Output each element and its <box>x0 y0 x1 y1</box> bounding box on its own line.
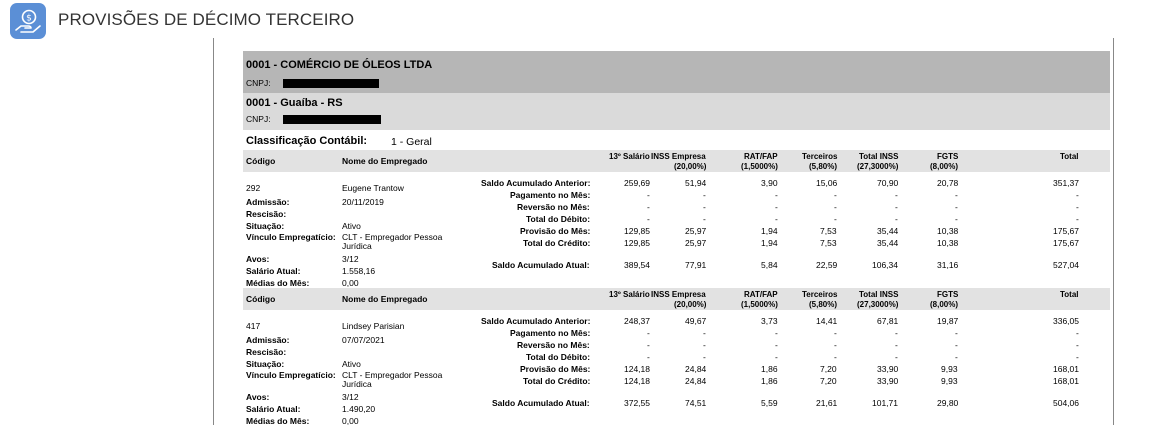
company-cnpj-label: CNPJ: <box>246 78 271 88</box>
value-cell: 35,44 <box>877 226 899 236</box>
row-label: Pagamento no Mês: <box>510 328 591 338</box>
label-rescisao: Rescisão: <box>246 209 287 219</box>
value-cell: 19,87 <box>937 316 959 326</box>
employee-code: 417 <box>246 321 261 331</box>
value-cell: 168,01 <box>1053 364 1079 374</box>
value-cell: - <box>775 328 778 338</box>
value-cell: 15,06 <box>816 178 838 188</box>
row-label: Reversão no Mês: <box>517 202 590 212</box>
value-cell: 9,93 <box>941 376 958 386</box>
row-label: Saldo Acumulado Anterior: <box>481 316 591 326</box>
col-header-terceiros: Terceiros <box>802 152 838 161</box>
value-cell: - <box>703 202 706 212</box>
col-header-total-inss-rate: (27,3000%) <box>857 300 899 309</box>
value-cell: 33,90 <box>877 364 899 374</box>
value-vinculo-cont: Jurídica <box>342 241 372 251</box>
value-cell: 3,73 <box>761 316 778 326</box>
value-cell: - <box>834 340 837 350</box>
employee-name: Lindsey Parisian <box>342 321 405 331</box>
redacted-cnpj <box>283 115 381 124</box>
col-header-rat-fap-rate: (1,5000%) <box>741 162 778 171</box>
col-header-fgts: FGTS <box>937 152 959 161</box>
value-cell: 175,67 <box>1053 226 1079 236</box>
value-cell: 1,86 <box>761 364 778 374</box>
row-label: Provisão do Mês: <box>520 226 591 236</box>
value-cell: 106,34 <box>872 260 898 270</box>
value-cell: 504,06 <box>1053 398 1079 408</box>
label-salario: Salário Atual: <box>246 404 301 414</box>
value-cell: - <box>955 340 958 350</box>
value-cell: - <box>703 328 706 338</box>
col-header-total-inss-rate: (27,3000%) <box>857 162 899 171</box>
value-cell: - <box>834 328 837 338</box>
row-label: Pagamento no Mês: <box>510 190 591 200</box>
col-header-terceiros-rate: (5,80%) <box>809 162 838 171</box>
value-cell: 22,59 <box>816 260 838 270</box>
value-cell: - <box>1076 328 1079 338</box>
value-cell: 25,97 <box>685 226 707 236</box>
row-label: Total do Crédito: <box>523 376 591 386</box>
value-cell: 14,41 <box>816 316 838 326</box>
value-cell: 168,01 <box>1053 376 1079 386</box>
value-admissao: 20/11/2019 <box>342 197 384 207</box>
value-cell: - <box>955 352 958 362</box>
value-cell: - <box>647 190 650 200</box>
value-cell: 10,38 <box>937 238 959 248</box>
value-cell: - <box>775 352 778 362</box>
svg-text:$: $ <box>26 13 32 24</box>
value-cell: - <box>775 340 778 350</box>
value-cell: 9,93 <box>941 364 958 374</box>
value-cell: 33,90 <box>877 376 899 386</box>
col-header-fgts-rate: (8,00%) <box>930 300 959 309</box>
value-cell: - <box>895 202 898 212</box>
value-cell: - <box>703 214 706 224</box>
value-cell: - <box>775 214 778 224</box>
value-cell: - <box>703 190 706 200</box>
row-label: Saldo Acumulado Anterior: <box>481 178 591 188</box>
value-cell: 10,38 <box>937 226 959 236</box>
value-vinculo: CLT - Empregador Pessoa <box>342 370 443 380</box>
value-cell: 49,67 <box>685 316 707 326</box>
classification-label: Classificação Contábil: <box>246 135 368 147</box>
value-cell: - <box>647 328 650 338</box>
row-label: Total do Débito: <box>526 352 591 362</box>
value-cell: 1,94 <box>761 226 778 236</box>
value-cell: - <box>647 340 650 350</box>
value-cell: - <box>1076 214 1079 224</box>
col-header-inss-empresa: INSS Empresa <box>651 152 706 161</box>
value-cell: - <box>834 190 837 200</box>
classification-value: 1 - Geral <box>391 136 432 148</box>
value-cell: 31,16 <box>937 260 959 270</box>
value-avos: 3/12 <box>342 392 359 402</box>
branch-cnpj-label: CNPJ: <box>246 114 271 124</box>
value-cell: - <box>647 202 650 212</box>
label-situacao: Situação: <box>246 359 285 369</box>
value-cell: - <box>955 214 958 224</box>
value-cell: 5,84 <box>761 260 778 270</box>
value-cell: 51,94 <box>685 178 707 188</box>
value-cell: 248,37 <box>624 316 650 326</box>
value-cell: 7,20 <box>820 364 837 374</box>
value-cell: 77,91 <box>685 260 707 270</box>
row-label: Total do Débito: <box>526 214 591 224</box>
value-salario: 1.490,20 <box>342 404 376 414</box>
value-cell: 24,84 <box>685 376 707 386</box>
company-band <box>243 51 1110 93</box>
value-admissao: 07/07/2021 <box>342 335 385 345</box>
value-cell: - <box>895 328 898 338</box>
col-header-codigo: Código <box>246 156 276 166</box>
value-cell: - <box>647 214 650 224</box>
label-salario: Salário Atual: <box>246 266 301 276</box>
label-vinculo: Vínculo Empregatício: <box>246 370 336 380</box>
value-cell: - <box>775 190 778 200</box>
value-cell: - <box>775 202 778 212</box>
col-header-total: Total <box>1060 290 1079 299</box>
value-cell: 124,18 <box>624 376 650 386</box>
value-cell: - <box>834 352 837 362</box>
value-cell: 67,81 <box>877 316 899 326</box>
value-cell: - <box>1076 190 1079 200</box>
value-situacao: Ativo <box>342 221 361 231</box>
value-cell: 1,94 <box>761 238 778 248</box>
col-header-terceiros-rate: (5,80%) <box>809 300 838 309</box>
col-header-fgts: FGTS <box>937 290 959 299</box>
row-label: Saldo Acumulado Atual: <box>492 398 590 408</box>
branch-name: 0001 - Guaíba - RS <box>246 97 343 109</box>
value-cell: 336,05 <box>1053 316 1079 326</box>
label-admissao: Admissão: <box>246 335 290 345</box>
col-header-rat-fap-rate: (1,5000%) <box>741 300 778 309</box>
value-cell: 74,51 <box>685 398 707 408</box>
value-cell: - <box>834 214 837 224</box>
col-header-rat-fap: RAT/FAP <box>744 290 778 299</box>
value-cell: - <box>834 202 837 212</box>
col-header-codigo: Código <box>246 294 276 304</box>
employee-code: 292 <box>246 183 261 193</box>
value-cell: - <box>1076 352 1079 362</box>
row-label: Total do Crédito: <box>523 238 591 248</box>
value-cell: - <box>895 190 898 200</box>
value-cell: - <box>647 352 650 362</box>
value-cell: - <box>703 352 706 362</box>
value-cell: 24,84 <box>685 364 707 374</box>
col-header-inss-empresa: INSS Empresa <box>651 290 706 299</box>
value-cell: 25,97 <box>685 238 707 248</box>
col-header-fgts-rate: (8,00%) <box>930 162 959 171</box>
value-cell: 389,54 <box>624 260 650 270</box>
label-rescisao: Rescisão: <box>246 347 287 357</box>
col-header-13-salario: 13º Salário <box>609 290 650 299</box>
value-cell: - <box>895 352 898 362</box>
value-cell: 7,53 <box>820 238 837 248</box>
row-label: Reversão no Mês: <box>517 340 590 350</box>
value-situacao: Ativo <box>342 359 361 369</box>
value-cell: 129,85 <box>624 226 650 236</box>
value-cell: 1,86 <box>761 376 778 386</box>
value-cell: 372,55 <box>624 398 650 408</box>
value-cell: 21,61 <box>816 398 838 408</box>
report-left-border <box>213 38 214 425</box>
branch-band <box>243 93 1110 130</box>
label-avos: Avos: <box>246 254 270 264</box>
col-header-total: Total <box>1060 152 1079 161</box>
value-cell: 70,90 <box>877 178 899 188</box>
value-cell: - <box>955 328 958 338</box>
col-header-terceiros: Terceiros <box>802 290 838 299</box>
value-cell: 527,04 <box>1053 260 1079 270</box>
value-cell: - <box>1076 202 1079 212</box>
value-cell: 175,67 <box>1053 238 1079 248</box>
col-header-total-inss: Total INSS <box>859 290 899 299</box>
value-vinculo-cont: Jurídica <box>342 379 372 389</box>
value-cell: - <box>895 214 898 224</box>
value-cell: 20,78 <box>937 178 959 188</box>
value-cell: - <box>1076 340 1079 350</box>
label-admissao: Admissão: <box>246 197 290 207</box>
company-name: 0001 - COMÉRCIO DE ÓLEOS LTDA <box>246 59 433 71</box>
col-header-nome: Nome do Empregado <box>342 156 428 166</box>
value-cell: - <box>955 190 958 200</box>
col-header-inss-empresa-rate: (20,00%) <box>674 300 707 309</box>
col-header-13-salario: 13º Salário <box>609 152 650 161</box>
col-header-inss-empresa-rate: (20,00%) <box>674 162 707 171</box>
app-icon <box>10 3 46 39</box>
value-medias: 0,00 <box>342 416 359 425</box>
value-cell: - <box>955 202 958 212</box>
page-title: PROVISÕES DE DÉCIMO TERCEIRO <box>58 10 355 29</box>
redacted-cnpj <box>283 79 379 88</box>
value-cell: 351,37 <box>1053 178 1079 188</box>
label-vinculo: Vínculo Empregatício: <box>246 232 336 242</box>
value-cell: 101,71 <box>872 398 898 408</box>
value-cell: - <box>703 340 706 350</box>
value-cell: 124,18 <box>624 364 650 374</box>
value-salario: 1.558,16 <box>342 266 376 276</box>
col-header-nome: Nome do Empregado <box>342 294 428 304</box>
employee-name: Eugene Trantow <box>342 183 404 193</box>
value-cell: 3,90 <box>761 178 778 188</box>
row-label: Provisão do Mês: <box>520 364 591 374</box>
value-medias: 0,00 <box>342 278 359 288</box>
value-cell: 7,20 <box>820 376 837 386</box>
value-avos: 3/12 <box>342 254 359 264</box>
row-label: Saldo Acumulado Atual: <box>492 260 590 270</box>
label-situacao: Situação: <box>246 221 285 231</box>
value-cell: 5,59 <box>761 398 778 408</box>
value-vinculo: CLT - Empregador Pessoa <box>342 232 443 242</box>
label-medias: Médias do Mês: <box>246 416 310 425</box>
value-cell: 129,85 <box>624 238 650 248</box>
label-medias: Médias do Mês: <box>246 278 310 288</box>
col-header-rat-fap: RAT/FAP <box>744 152 778 161</box>
label-avos: Avos: <box>246 392 270 402</box>
value-cell: 7,53 <box>820 226 837 236</box>
value-cell: 35,44 <box>877 238 899 248</box>
money-hand-icon <box>10 3 46 39</box>
value-cell: 29,80 <box>937 398 959 408</box>
value-cell: 259,69 <box>624 178 650 188</box>
value-cell: - <box>895 340 898 350</box>
report-right-border <box>1113 38 1114 425</box>
col-header-total-inss: Total INSS <box>859 152 899 161</box>
